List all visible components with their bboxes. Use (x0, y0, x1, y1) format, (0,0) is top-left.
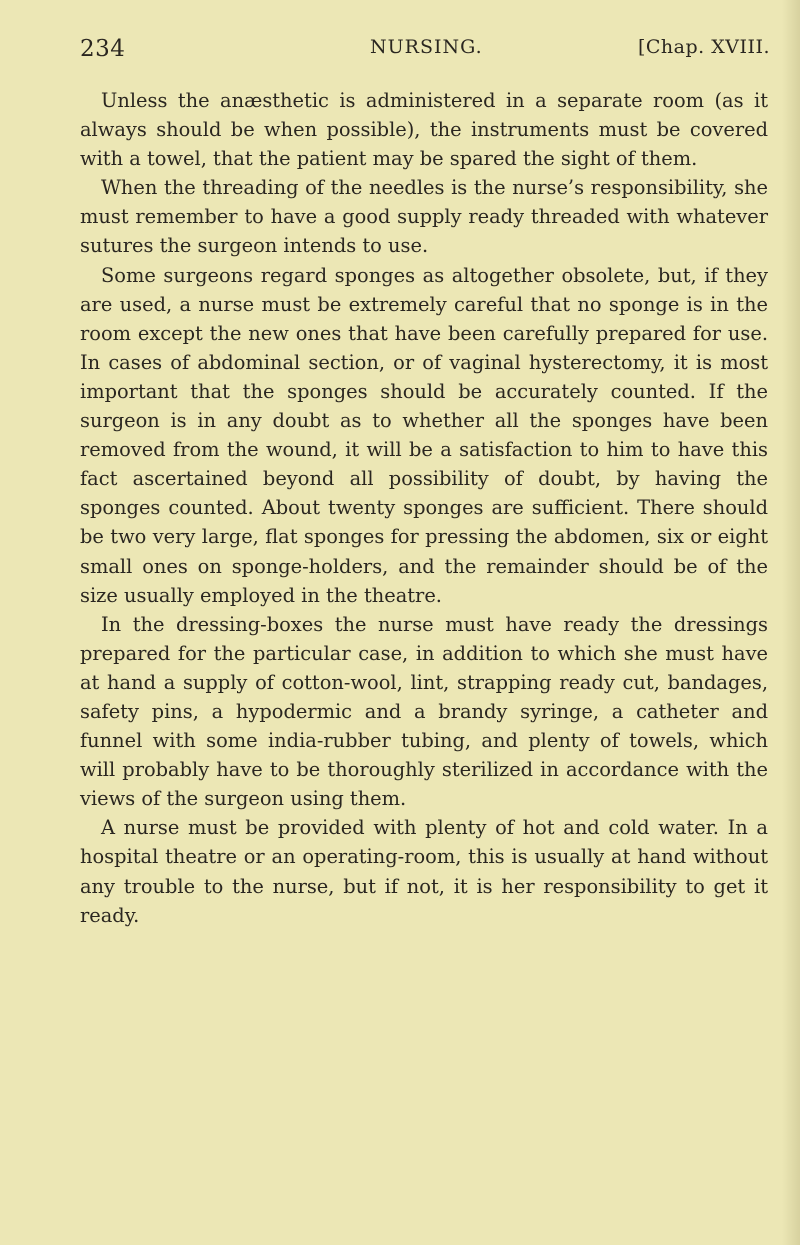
body-text (80, 86, 768, 930)
paragraph: A nurse must be provided with plenty of hot and cold water. In a hospital theatre or an operating-room, this is usually at hand without any trouble to the nurse, but if not, it is her responsibility to get it ready. (80, 816, 768, 927)
running-title: NURSING. (370, 36, 483, 58)
paragraph: Some surgeons regard sponges as altogether obsolete, but, if they are used, a nurse must be extremely careful that no sponge is in the room except the new ones that have been carefully prepared for use. In cases of abdominal section, or of vaginal hysterectomy, it is most important that the sponges should be accurately counted. If the surgeon is in any doubt as to whether all the sponges have been removed from the wound, it will be a satisfaction to him to have this fact ascertained beyond all possibility of doubt, by having the sponges counted. About twenty sponges are sufficient. There should be two very large, flat sponges for pressing the abdomen, six or eight small ones on sponge-holders, and the remainder should be of the size usually employed in the theatre. (80, 263, 768, 607)
chapter-label: [Chap. XVIII. (637, 36, 770, 58)
paragraph: Unless the anæsthetic is administered in a separate room (as it always should be when possible), the instruments must be covered with a towel, that the patient may be spared the sight of them. (80, 89, 768, 171)
paragraph: When the threading of the needles is the nurse’s responsibility, she must remember to have a good supply ready threaded with whatever sutures the surgeon intends to use. (80, 176, 768, 258)
paragraph: In the dressing-boxes the nurse must have ready the dressings prepared for the particular case, in addition to which she must have at hand a supply of cotton-wool, lint, strapping ready cut, bandages, safety pins, a hypodermic and a brandy syringe, a catheter and funnel with some india-rubber tubing, and plenty of towels, which will probably have to be thoroughly sterilized in accordance with the views of the surgeon using them. (80, 612, 768, 811)
page-number: 234 (80, 36, 126, 62)
running-head (80, 36, 770, 68)
